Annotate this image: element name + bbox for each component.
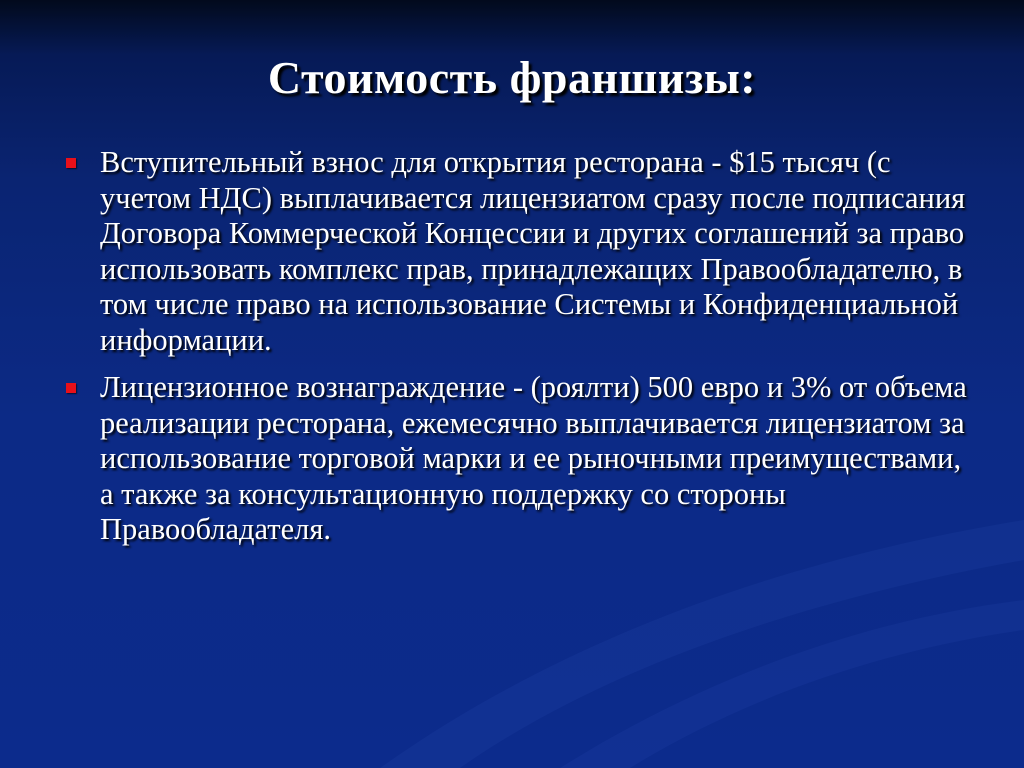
bullet-item-entry-fee [60,145,980,358]
square-bullet-icon [66,383,76,393]
bullet-item-royalty [60,370,980,548]
bullet-list [60,145,980,560]
bullet-text: Вступительный взнос для открытия ресторана - $15 тысяч (с учетом НДС) выплачивается лицензиатом сразу после подписания Договора Коммерческой Концессии и других соглашений за право использовать комплекс прав, принадлежащих Правообладателю, в том числе право на использование Системы и Конфиденциальной информации. [100,145,966,357]
slide-title: Стоимость франшизы: [267,52,757,103]
square-bullet-icon [66,158,76,168]
bullet-text: Лицензионное вознаграждение - (роялти) 500 евро и 3% от объема реализации ресторана, ежемесячно выплачивается лицензиатом за использование торговой марки и ее рыночными преимуществами, а также за консультационную поддержку со стороны Правообладателя. [100,370,967,546]
